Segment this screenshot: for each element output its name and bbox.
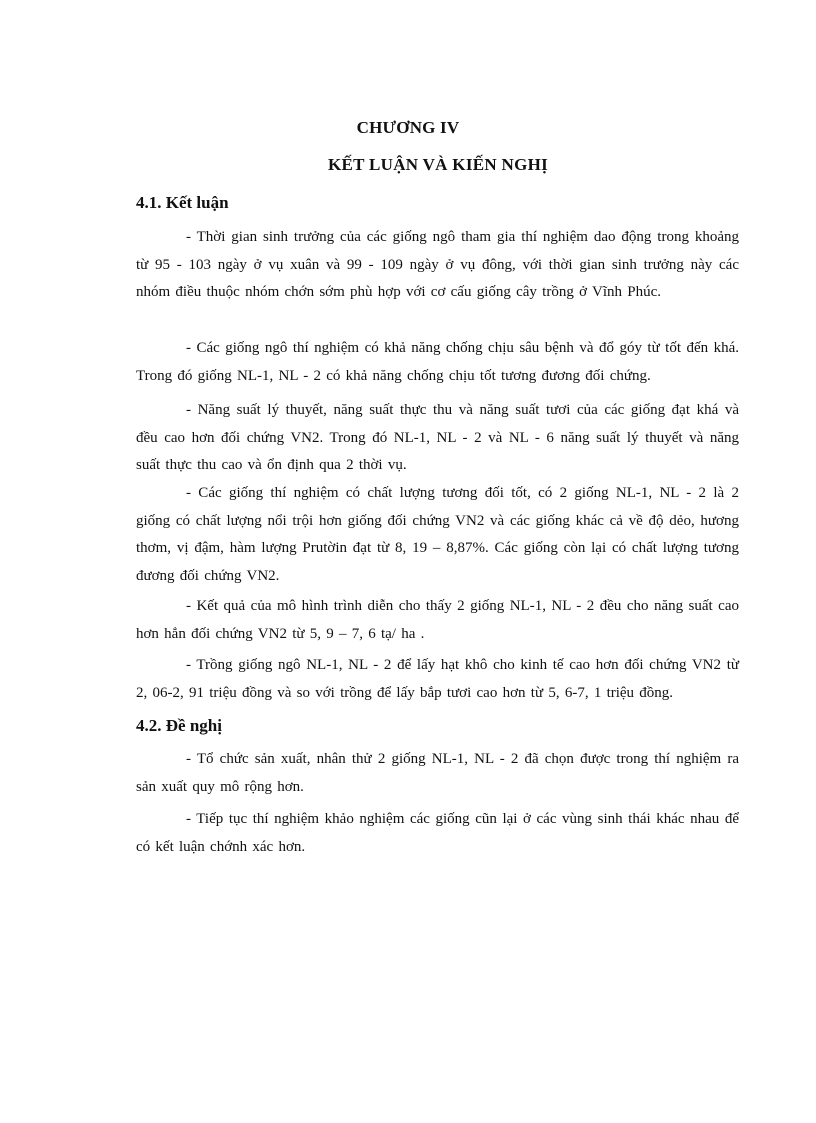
chapter-title: KẾT LUẬN VÀ KIẾN NGHỊ: [327, 155, 549, 174]
conclusion-paragraph: - Các giống thí nghiệm có chất lượng tương đối tốt, có 2 giống NL-1, NL - 2 là 2 giống có chất lượng nổi trội hơn giống đối chứng VN2 và các giống khác cả về độ dẻo, hương thơm, vị đậm, hàm lượng Prutờin đạt từ 8, 19 – 8,87%. Các giống còn lại có chất lượng tương đương đối chứng VN2.: [136, 485, 739, 584]
conclusion-paragraph: - Trồng giống ngô NL-1, NL - 2 để lấy hạt khô cho kinh tế cao hơn đối chứng VN2 từ 2, 06-2, 91 triệu đồng và so với trồng để lấy bắp tươi cao hơn từ 5, 6-7, 1 triệu đồng.: [136, 657, 739, 701]
section-heading-conclusion: 4.1. Kết luận: [136, 193, 229, 212]
conclusion-paragraph: - Thời gian sinh trưởng của các giống ngô tham gia thí nghiệm dao động trong khoảng từ 95 - 103 ngày ở vụ xuân và 99 - 109 ngày ở vụ đông, với thời gian sinh trưởng này các nhóm điều thuộc nhóm chớn sớm phù hợp với cơ cấu giống cây trồng ở Vĩnh Phúc.: [136, 229, 739, 300]
chapter-label: CHƯƠNG IV: [356, 118, 460, 137]
conclusion-paragraph: - Các giống ngô thí nghiệm có khả năng chống chịu sâu bệnh và đổ góy từ tốt đến khá. Trong đó giống NL-1, NL - 2 có khả năng chống chịu tốt tương đương đối chứng.: [136, 340, 739, 384]
recommendation-paragraph: - Tiếp tục thí nghiệm khảo nghiệm các giống cũn lại ở các vùng sinh thái khác nhau để có kết luận chớnh xác hơn.: [136, 811, 739, 855]
conclusion-paragraph: - Năng suất lý thuyết, năng suất thực thu và năng suất tươi của các giống đạt khá và đều cao hơn đối chứng VN2. Trong đó NL-1, NL - 2 và NL - 6 năng suất lý thuyết và năng suất thực thu cao và ổn định qua 2 thời vụ.: [136, 402, 739, 473]
section-heading-recommendation: 4.2. Đề nghị: [136, 716, 222, 735]
recommendation-paragraph: - Tổ chức sản xuất, nhân thử 2 giống NL-1, NL - 2 đã chọn được trong thí nghiệm ra sản xuất quy mô rộng hơn.: [136, 751, 739, 795]
conclusion-paragraph: - Kết quả của mô hình trình diễn cho thấy 2 giống NL-1, NL - 2 đều cho năng suất cao hơn hẳn đối chứng VN2 từ 5, 9 – 7, 6 tạ/ ha .: [136, 598, 739, 642]
